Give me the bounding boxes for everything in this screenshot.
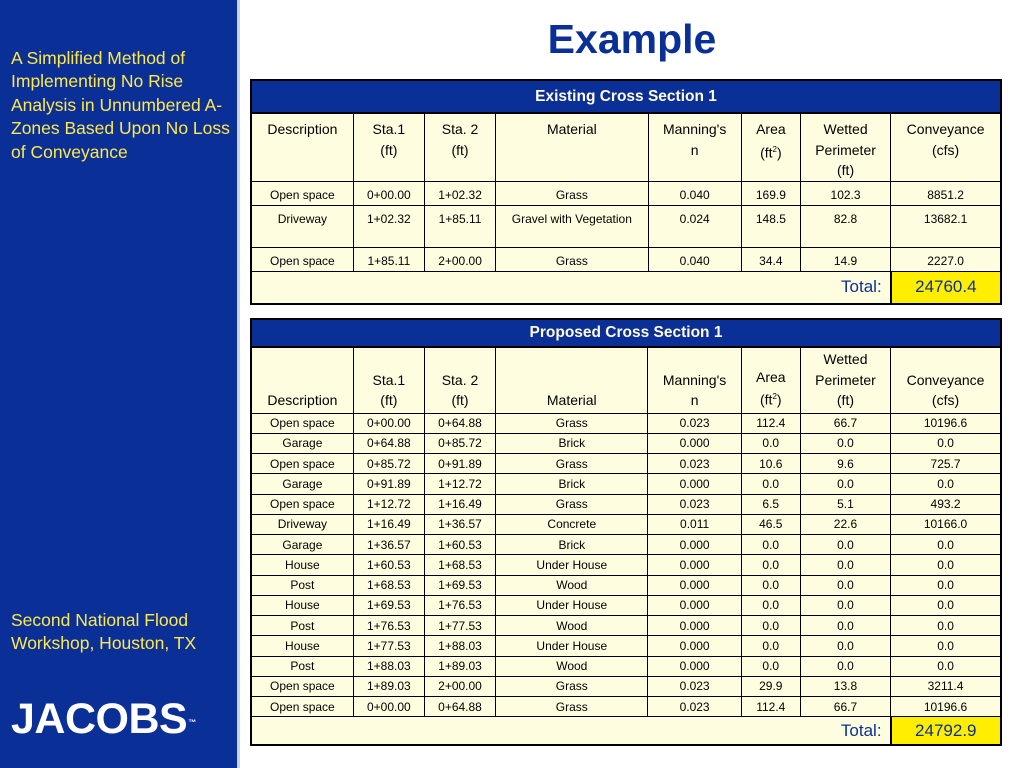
proposed-header-row [251, 347, 1001, 413]
cell-conveyance: 0.0 [891, 595, 1001, 615]
sidebar-edge [237, 0, 240, 768]
cell-sta1: 1+88.03 [353, 656, 424, 676]
cell-sta2: 1+16.49 [424, 494, 495, 514]
cell-area: 0.0 [741, 595, 800, 615]
cell-sta1: 0+00.00 [353, 697, 424, 717]
cell-description: Open space [251, 454, 353, 474]
cell-area: 6.5 [741, 494, 800, 514]
cell-area: 46.5 [741, 514, 800, 534]
cell-material: Wood [496, 656, 648, 676]
cell-sta1: 1+12.72 [353, 494, 424, 514]
cell-sta1: 1+68.53 [353, 575, 424, 595]
proposed-caption: Proposed Cross Section 1 [251, 319, 1001, 347]
slide-title: Example [547, 16, 717, 62]
cell-material: Grass [496, 413, 648, 433]
cell-material: Brick [496, 535, 648, 555]
table-row [251, 656, 1001, 676]
cell-wetted-perimeter: 0.0 [800, 433, 890, 453]
cell-material: Grass [496, 676, 648, 696]
cell-wetted-perimeter: 0.0 [800, 535, 890, 555]
cell-mannings-n: 0.000 [648, 636, 741, 656]
cell-description: Post [251, 656, 353, 676]
cell-area: 29.9 [741, 676, 800, 696]
table-row [251, 595, 1001, 615]
cell-area: 34.4 [741, 247, 800, 271]
cell-sta2: 1+69.53 [424, 575, 495, 595]
col-mannings: Manning's n [648, 347, 741, 413]
col-sta2: Sta. 2 (ft) [424, 113, 495, 181]
cell-mannings-n: 0.000 [648, 433, 741, 453]
cell-sta2: 1+36.57 [424, 514, 495, 534]
cell-sta1: 1+85.11 [353, 247, 424, 271]
table-row [251, 676, 1001, 696]
cell-material: Wood [496, 575, 648, 595]
cell-area: 0.0 [741, 616, 800, 636]
cell-mannings-n: 0.000 [648, 616, 741, 636]
cell-description: Post [251, 575, 353, 595]
cell-conveyance: 0.0 [891, 474, 1001, 494]
cell-description: Open space [251, 494, 353, 514]
col-conveyance: Conveyance (cfs) [891, 347, 1001, 413]
cell-area: 0.0 [741, 555, 800, 575]
cell-conveyance: 0.0 [891, 616, 1001, 636]
col-wetted-perimeter: Wetted Perimeter (ft) [800, 347, 890, 413]
cell-description: Open space [251, 413, 353, 433]
existing-cross-section-table [250, 79, 1002, 305]
cell-conveyance: 10166.0 [891, 514, 1001, 534]
cell-conveyance: 0.0 [891, 535, 1001, 555]
cell-wetted-perimeter: 5.1 [800, 494, 890, 514]
logo-text: JACOBS [11, 695, 188, 743]
existing-header-row [251, 113, 1001, 181]
cell-sta2: 1+68.53 [424, 555, 495, 575]
cell-wetted-perimeter: 22.6 [800, 514, 890, 534]
cell-description: Open space [251, 247, 353, 271]
cell-mannings-n: 0.000 [648, 656, 741, 676]
cell-description: Garage [251, 474, 353, 494]
cell-area: 112.4 [741, 413, 800, 433]
cell-sta1: 0+00.00 [353, 181, 424, 205]
table-row [251, 454, 1001, 474]
cell-wetted-perimeter: 9.6 [800, 454, 890, 474]
proposed-cross-section-table [250, 318, 1002, 746]
cell-description: House [251, 636, 353, 656]
table-row [251, 413, 1001, 433]
table-row [251, 474, 1001, 494]
total-value: 24760.4 [891, 271, 1001, 304]
col-sta1: Sta.1 (ft) [353, 113, 424, 181]
table-row [251, 616, 1001, 636]
col-area: Area $(ft^2)$ [741, 113, 800, 181]
cell-area: 0.0 [741, 433, 800, 453]
cell-wetted-perimeter: 0.0 [800, 474, 890, 494]
cell-conveyance: 10196.6 [891, 413, 1001, 433]
cell-sta2: 1+88.03 [424, 636, 495, 656]
cell-conveyance: 3211.4 [891, 676, 1001, 696]
cell-mannings-n: 0.023 [648, 454, 741, 474]
cell-description: Open space [251, 676, 353, 696]
cell-conveyance: 0.0 [891, 636, 1001, 656]
proposed-total-row [251, 717, 1001, 745]
existing-total-row [251, 271, 1001, 304]
cell-conveyance: 8851.2 [891, 181, 1001, 205]
cell-sta2: 1+12.72 [424, 474, 495, 494]
col-material: Material [496, 113, 648, 181]
presentation-subtitle: A Simplified Method of Implementing No Rise Analysis in Unnumbered A-Zones Based Upon No Loss of Conveyance [11, 48, 230, 162]
cell-area: 112.4 [741, 697, 800, 717]
cell-sta2: 0+64.88 [424, 697, 495, 717]
cell-material: Under House [496, 595, 648, 615]
sidebar [0, 0, 237, 768]
table-row [251, 535, 1001, 555]
total-value: 24792.9 [891, 717, 1001, 745]
cell-wetted-perimeter: 0.0 [800, 555, 890, 575]
cell-wetted-perimeter: 66.7 [800, 697, 890, 717]
col-description: Description [251, 113, 353, 181]
total-label: Total: [251, 717, 891, 745]
cell-material: Grass [496, 247, 648, 271]
logo-trademark: ™ [188, 718, 196, 727]
cell-wetted-perimeter: 14.9 [800, 247, 890, 271]
cell-area: 0.0 [741, 636, 800, 656]
workshop-footer: Second National Flood Workshop, Houston, TX [11, 610, 197, 654]
cell-sta2: 0+85.72 [424, 433, 495, 453]
cell-area: 148.5 [741, 205, 800, 247]
cell-material: Brick [496, 474, 648, 494]
cell-mannings-n: 0.011 [648, 514, 741, 534]
col-mannings: Manning's n [648, 113, 741, 181]
cell-mannings-n: 0.023 [648, 413, 741, 433]
cell-mannings-n: 0.000 [648, 555, 741, 575]
table-row [251, 697, 1001, 717]
cell-description: House [251, 555, 353, 575]
cell-sta1: 0+00.00 [353, 413, 424, 433]
col-conveyance: Conveyance (cfs) [891, 113, 1001, 181]
table-row [251, 494, 1001, 514]
jacobs-logo [11, 697, 196, 741]
cell-conveyance: 493.2 [891, 494, 1001, 514]
table-row [251, 181, 1001, 205]
cell-sta1: 0+85.72 [353, 454, 424, 474]
cell-description: Post [251, 616, 353, 636]
col-sta1: Sta.1 (ft) [353, 347, 424, 413]
cell-description: Open space [251, 181, 353, 205]
cell-area: 0.0 [741, 575, 800, 595]
cell-description: Garage [251, 535, 353, 555]
cell-wetted-perimeter: 0.0 [800, 616, 890, 636]
cell-description: Garage [251, 433, 353, 453]
cell-sta1: 1+89.03 [353, 676, 424, 696]
cell-description: Open space [251, 697, 353, 717]
existing-table-wrap [250, 79, 1002, 305]
cell-conveyance: 2227.0 [891, 247, 1001, 271]
cell-conveyance: 13682.1 [891, 205, 1001, 247]
cell-wetted-perimeter: 13.8 [800, 676, 890, 696]
cell-sta1: 1+69.53 [353, 595, 424, 615]
cell-sta2: 1+77.53 [424, 616, 495, 636]
cell-area: 0.0 [741, 474, 800, 494]
col-description: Description [251, 347, 353, 413]
cell-mannings-n: 0.040 [648, 247, 741, 271]
cell-conveyance: 0.0 [891, 433, 1001, 453]
cell-area: 0.0 [741, 535, 800, 555]
cell-conveyance: 0.0 [891, 656, 1001, 676]
cell-sta1: 1+76.53 [353, 616, 424, 636]
cell-sta2: 1+02.32 [424, 181, 495, 205]
cell-sta1: 1+60.53 [353, 555, 424, 575]
cell-sta1: 1+77.53 [353, 636, 424, 656]
cell-sta1: 1+36.57 [353, 535, 424, 555]
cell-material: Grass [496, 697, 648, 717]
cell-description: Driveway [251, 205, 353, 247]
cell-sta1: 0+64.88 [353, 433, 424, 453]
existing-caption: Existing Cross Section 1 [251, 80, 1001, 113]
cell-mannings-n: 0.023 [648, 494, 741, 514]
table-row [251, 205, 1001, 247]
col-sta2: Sta. 2 (ft) [424, 347, 495, 413]
cell-material: Wood [496, 616, 648, 636]
col-material: Material [496, 347, 648, 413]
cell-description: Driveway [251, 514, 353, 534]
cell-material: Concrete [496, 514, 648, 534]
cell-sta1: 0+91.89 [353, 474, 424, 494]
cell-material: Gravel with Vegetation [496, 205, 648, 247]
cell-wetted-perimeter: 82.8 [800, 205, 890, 247]
table-row [251, 555, 1001, 575]
cell-sta2: 2+00.00 [424, 247, 495, 271]
cell-sta2: 1+60.53 [424, 535, 495, 555]
cell-sta2: 2+00.00 [424, 676, 495, 696]
table-row [251, 247, 1001, 271]
cell-material: Brick [496, 433, 648, 453]
cell-sta1: 1+02.32 [353, 205, 424, 247]
cell-sta2: 1+85.11 [424, 205, 495, 247]
cell-area: 0.0 [741, 656, 800, 676]
cell-material: Under House [496, 555, 648, 575]
table-row [251, 636, 1001, 656]
proposed-table-wrap [250, 318, 1002, 746]
total-label: Total: [251, 271, 891, 304]
cell-conveyance: 0.0 [891, 555, 1001, 575]
cell-mannings-n: 0.000 [648, 474, 741, 494]
cell-material: Grass [496, 181, 648, 205]
cell-wetted-perimeter: 0.0 [800, 636, 890, 656]
cell-mannings-n: 0.024 [648, 205, 741, 247]
cell-mannings-n: 0.023 [648, 676, 741, 696]
cell-mannings-n: 0.000 [648, 575, 741, 595]
cell-conveyance: 0.0 [891, 575, 1001, 595]
cell-sta2: 1+76.53 [424, 595, 495, 615]
cell-wetted-perimeter: 0.0 [800, 656, 890, 676]
cell-wetted-perimeter: 102.3 [800, 181, 890, 205]
cell-description: House [251, 595, 353, 615]
cell-wetted-perimeter: 0.0 [800, 575, 890, 595]
cell-sta2: 0+91.89 [424, 454, 495, 474]
cell-area: 169.9 [741, 181, 800, 205]
col-area: Area $(ft^2)$ [741, 347, 800, 413]
cell-sta1: 1+16.49 [353, 514, 424, 534]
cell-material: Under House [496, 636, 648, 656]
table-row [251, 514, 1001, 534]
cell-mannings-n: 0.040 [648, 181, 741, 205]
table-row [251, 575, 1001, 595]
cell-material: Grass [496, 494, 648, 514]
cell-material: Grass [496, 454, 648, 474]
cell-mannings-n: 0.023 [648, 697, 741, 717]
cell-sta2: 1+89.03 [424, 656, 495, 676]
cell-conveyance: 725.7 [891, 454, 1001, 474]
col-wetted-perimeter: Wetted Perimeter (ft) [800, 113, 890, 181]
cell-mannings-n: 0.000 [648, 595, 741, 615]
cell-sta2: 0+64.88 [424, 413, 495, 433]
cell-conveyance: 10196.6 [891, 697, 1001, 717]
cell-wetted-perimeter: 0.0 [800, 595, 890, 615]
table-row [251, 433, 1001, 453]
cell-mannings-n: 0.000 [648, 535, 741, 555]
cell-area: 10.6 [741, 454, 800, 474]
cell-wetted-perimeter: 66.7 [800, 413, 890, 433]
